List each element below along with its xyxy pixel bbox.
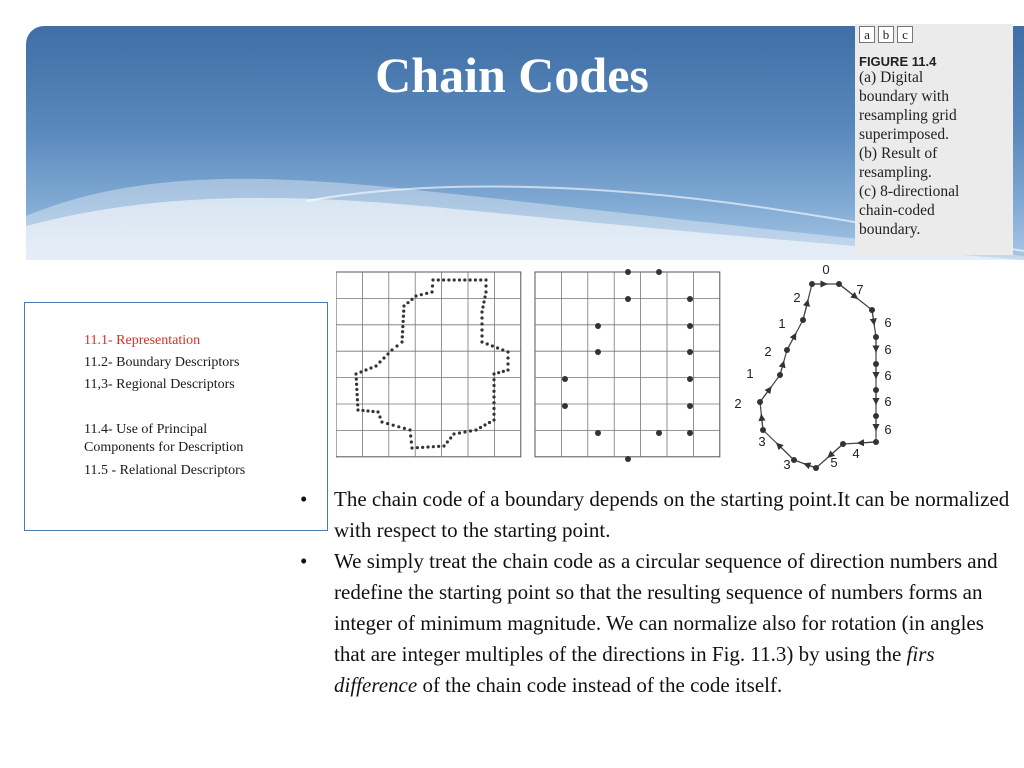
- boundary-dot: [484, 290, 487, 293]
- boundary-dot: [453, 278, 456, 281]
- resampled-point: [595, 323, 601, 329]
- slide-title: Chain Codes: [375, 47, 649, 103]
- resampled-point: [687, 430, 693, 436]
- panel-letter-a: a: [859, 26, 875, 43]
- boundary-dot: [401, 325, 404, 328]
- boundary-dot: [426, 445, 429, 448]
- boundary-dot: [431, 278, 434, 281]
- boundary-dot: [380, 420, 383, 423]
- boundary-dot: [354, 372, 357, 375]
- chain-code-figure: [336, 262, 906, 476]
- boundary-dot: [400, 340, 403, 343]
- direction-label: 2: [734, 396, 742, 411]
- bullet-text: We simply treat the chain code as a circular sequence of direction numbers and redefine the starting point so that the resulting sequence of numbers forms an integer of minimum magnitude. We can normalize also for rotation (in angles that are integer multiples of the directions in Fig. 11.3) by using the: [334, 549, 998, 666]
- boundary-dot: [382, 356, 385, 359]
- boundary-dot: [386, 352, 389, 355]
- boundary-dot: [492, 407, 495, 410]
- resampled-point: [595, 430, 601, 436]
- direction-label: 3: [758, 434, 766, 449]
- boundary-dot: [502, 370, 505, 373]
- boundary-dot: [484, 284, 487, 287]
- direction-label: 7: [856, 282, 864, 297]
- caption-line: (c) 8-directional: [859, 183, 960, 200]
- boundary-dot: [397, 425, 400, 428]
- boundary-dot: [463, 430, 466, 433]
- chain-node: [873, 334, 879, 340]
- boundary-dot: [449, 436, 452, 439]
- bullet-marker: •: [300, 549, 308, 573]
- boundary-dot: [474, 278, 477, 281]
- toc-item-representation[interactable]: 11.1- Representation: [84, 333, 201, 348]
- bullet-italic-text: firs difference: [334, 642, 935, 697]
- boundary-dot: [437, 278, 440, 281]
- direction-label: 2: [793, 290, 801, 305]
- figure-a-digital-boundary: [354, 278, 509, 449]
- caption-line: boundary with: [859, 88, 949, 105]
- boundary-dot: [481, 305, 484, 308]
- chain-node: [869, 307, 875, 313]
- toc-item-boundary-descriptors[interactable]: 11.2- Boundary Descriptors: [84, 355, 240, 370]
- boundary-dot: [410, 446, 413, 449]
- boundary-dot: [431, 284, 434, 287]
- chain-arrow: [803, 299, 808, 320]
- boundary-dot: [480, 328, 483, 331]
- direction-label: 6: [884, 368, 892, 383]
- boundary-dot: [480, 322, 483, 325]
- boundary-dot: [402, 320, 405, 323]
- figure-panel-letters: [859, 26, 913, 43]
- resampled-point: [656, 269, 662, 275]
- chain-node: [760, 427, 766, 433]
- caption-line: superimposed.: [859, 126, 949, 143]
- boundary-dot: [482, 300, 485, 303]
- chain-node: [813, 465, 819, 471]
- bullet-item: [300, 546, 1012, 701]
- resampled-point: [687, 403, 693, 409]
- direction-label: 3: [783, 457, 791, 472]
- boundary-dot: [406, 301, 409, 304]
- boundary-dot: [497, 371, 500, 374]
- boundary-dot: [421, 446, 424, 449]
- boundary-dot: [491, 344, 494, 347]
- boundary-dot: [492, 413, 495, 416]
- chain-node: [873, 439, 879, 445]
- boundary-dot: [480, 310, 483, 313]
- resampled-point: [562, 376, 568, 382]
- caption-line: (a) Digital: [859, 69, 924, 86]
- boundary-dot: [474, 428, 477, 431]
- boundary-dot: [420, 293, 423, 296]
- direction-label: 6: [884, 315, 892, 330]
- boundary-dot: [492, 390, 495, 393]
- direction-label: 5: [830, 455, 838, 470]
- chain-node: [791, 457, 797, 463]
- panel-letter-b: b: [878, 26, 894, 43]
- boundary-dot: [408, 428, 411, 431]
- boundary-dot: [403, 427, 406, 430]
- boundary-dot: [442, 444, 445, 447]
- panel-letter-c: c: [897, 26, 913, 43]
- boundary-dot: [414, 294, 417, 297]
- boundary-dot: [480, 334, 483, 337]
- boundary-dot: [356, 398, 359, 401]
- boundary-dot: [492, 372, 495, 375]
- boundary-dot: [458, 278, 461, 281]
- boundary-dot: [356, 408, 359, 411]
- boundary-dot: [506, 356, 509, 359]
- boundary-dot: [492, 384, 495, 387]
- direction-label: 6: [884, 342, 892, 357]
- chain-node: [873, 361, 879, 367]
- boundary-dot: [355, 383, 358, 386]
- direction-label: 4: [852, 446, 860, 461]
- boundary-dot: [446, 440, 449, 443]
- direction-label: 0: [822, 262, 830, 277]
- boundary-dot: [506, 350, 509, 353]
- resampled-point: [656, 430, 662, 436]
- direction-label: 2: [764, 344, 772, 359]
- boundary-dot: [390, 348, 393, 351]
- figure-caption: [855, 24, 1013, 255]
- boundary-dot: [437, 445, 440, 448]
- caption-line: boundary.: [859, 221, 921, 238]
- boundary-dot: [480, 316, 483, 319]
- boundary-dot: [392, 424, 395, 427]
- boundary-dot: [401, 335, 404, 338]
- boundary-dot: [410, 298, 413, 301]
- bullet-marker: •: [300, 487, 308, 511]
- boundary-dot: [483, 423, 486, 426]
- toc-box: [24, 302, 328, 531]
- figure-caption-title: FIGURE 11.4: [859, 54, 937, 69]
- chain-arrow: [839, 284, 858, 299]
- boundary-dot: [506, 362, 509, 365]
- boundary-dot: [483, 295, 486, 298]
- boundary-dot: [458, 431, 461, 434]
- figure-c-direction-labels: [734, 262, 891, 472]
- boundary-dot: [492, 418, 495, 421]
- caption-line: resampling.: [859, 164, 932, 181]
- boundary-dot: [506, 368, 509, 371]
- boundary-dot: [364, 368, 367, 371]
- resampled-point: [625, 296, 631, 302]
- chain-node: [784, 347, 790, 353]
- boundary-dot: [371, 410, 374, 413]
- caption-line: resampling grid: [859, 107, 957, 124]
- boundary-dot: [356, 403, 359, 406]
- caption-line: chain-coded: [859, 202, 935, 219]
- boundary-dot: [378, 415, 381, 418]
- bullet-item: [300, 484, 1012, 546]
- boundary-dot: [374, 364, 377, 367]
- chain-node: [800, 317, 806, 323]
- boundary-dot: [402, 304, 405, 307]
- resampled-point: [562, 403, 568, 409]
- chain-node: [809, 281, 815, 287]
- chain-node: [840, 441, 846, 447]
- boundary-dot: [488, 421, 491, 424]
- boundary-dot: [430, 290, 433, 293]
- boundary-dot: [378, 360, 381, 363]
- boundary-dot: [376, 410, 379, 413]
- boundary-dot: [410, 440, 413, 443]
- direction-label: 6: [884, 422, 892, 437]
- boundary-dot: [361, 409, 364, 412]
- boundary-dot: [369, 366, 372, 369]
- resampled-point: [595, 349, 601, 355]
- boundary-dot: [442, 278, 445, 281]
- boundary-dot: [469, 429, 472, 432]
- chain-node: [777, 372, 783, 378]
- resampled-point: [625, 456, 631, 462]
- bullet-text: The chain code of a boundary depends on the starting point.It can be normalized with respect to the starting point.: [334, 487, 1010, 542]
- chain-node: [836, 281, 842, 287]
- direction-label: 1: [778, 316, 786, 331]
- boundary-dot: [492, 395, 495, 398]
- toc-item-relational-descriptors[interactable]: 11.5 - Relational Descriptors: [84, 463, 246, 478]
- boundary-dot: [366, 409, 369, 412]
- boundary-dot: [463, 278, 466, 281]
- bullet-list: [300, 484, 1012, 701]
- boundary-dot: [395, 344, 398, 347]
- boundary-dot: [402, 310, 405, 313]
- boundary-dot: [416, 446, 419, 449]
- chain-node: [873, 413, 879, 419]
- toc-item-principal-components[interactable]: 11.4- Use of Principal: [84, 422, 208, 437]
- boundary-dot: [469, 278, 472, 281]
- boundary-dot: [355, 378, 358, 381]
- bullet-text: of the chain code instead of the code itself.: [417, 673, 783, 697]
- resampled-point: [687, 323, 693, 329]
- grid-border: [336, 272, 521, 457]
- chain-node: [757, 399, 763, 405]
- boundary-dot: [484, 278, 487, 281]
- toc-item-principal-components-cont[interactable]: Components for Description: [84, 440, 244, 455]
- boundary-dot: [402, 315, 405, 318]
- boundary-dot: [409, 434, 412, 437]
- boundary-dot: [425, 292, 428, 295]
- resampled-point: [687, 376, 693, 382]
- chain-node: [873, 387, 879, 393]
- boundary-dot: [479, 426, 482, 429]
- boundary-dot: [492, 401, 495, 404]
- direction-label: 6: [884, 394, 892, 409]
- resampled-point: [687, 349, 693, 355]
- boundary-dot: [492, 378, 495, 381]
- boundary-dot: [501, 348, 504, 351]
- boundary-dot: [356, 393, 359, 396]
- boundary-dot: [496, 346, 499, 349]
- caption-line: (b) Result of: [859, 145, 938, 162]
- resampled-point: [687, 296, 693, 302]
- direction-label: 1: [746, 366, 754, 381]
- boundary-dot: [486, 342, 489, 345]
- figure-c-chain-coded-boundary: [757, 281, 879, 471]
- toc-item-regional-descriptors[interactable]: 11,3- Regional Descriptors: [84, 377, 235, 392]
- boundary-dot: [359, 370, 362, 373]
- boundary-dot: [432, 445, 435, 448]
- boundary-dot: [355, 388, 358, 391]
- figure-a-resampling-grid: [336, 272, 521, 457]
- resampled-point: [625, 269, 631, 275]
- boundary-dot: [452, 432, 455, 435]
- boundary-dot: [447, 278, 450, 281]
- figure-b-resampled-points: [562, 269, 693, 462]
- boundary-dot: [386, 422, 389, 425]
- boundary-dot: [401, 330, 404, 333]
- boundary-dot: [480, 340, 483, 343]
- boundary-dot: [479, 278, 482, 281]
